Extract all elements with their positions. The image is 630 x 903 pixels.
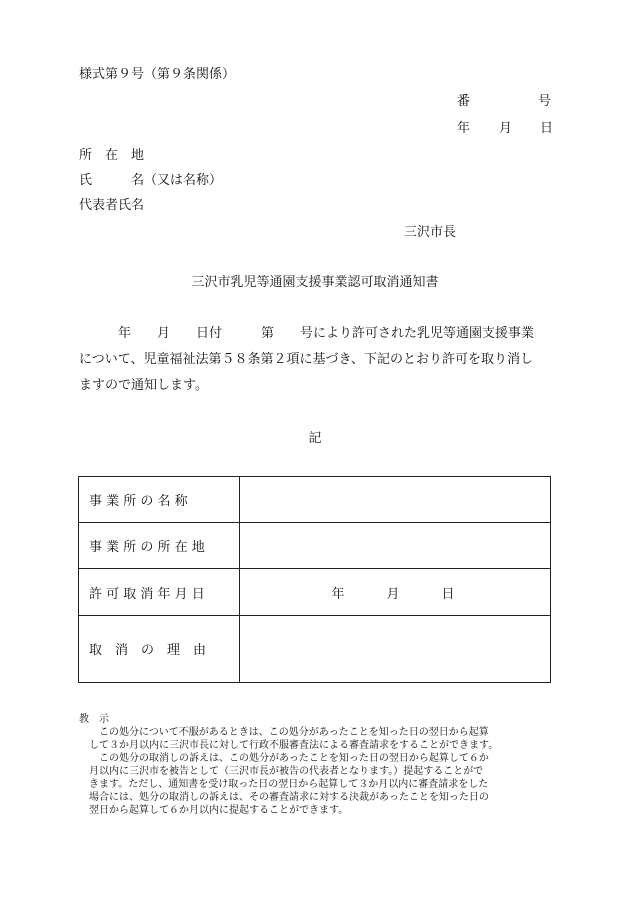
document-title: 三沢市乳児等通園支援事業認可取消通知書 bbox=[191, 275, 439, 290]
representative-label: 代表者氏名 bbox=[79, 198, 145, 213]
name-label: 氏 名（又は名称） bbox=[79, 173, 223, 188]
facility-name-value bbox=[240, 477, 551, 523]
body-line: 年 月 日付 第 号により許可された乳児等通園支援事業 bbox=[79, 326, 535, 341]
date-year-label: 年 bbox=[457, 121, 471, 136]
notice-line: して３か月以内に三沢市長に対して行政不服審査法による審査請求をすることができます。 bbox=[79, 740, 499, 751]
table-date-day: 日 bbox=[441, 586, 455, 602]
notice-line: 翌日から起算して６か月以内に提起することができます。 bbox=[79, 805, 349, 816]
table-date-year: 年 bbox=[331, 586, 345, 602]
notice-line: 月以内に三沢市を被告として（三沢市長が被告の代表者となります。）提起することがで bbox=[79, 766, 484, 777]
table-date-month: 月 bbox=[386, 586, 400, 602]
number-suffix: 号 bbox=[538, 94, 552, 109]
body-line: について、児童福祉法第５８条第２項に基づき、下記のとおり許可を取り消し bbox=[79, 352, 533, 367]
row-label-reason: 取 消 の 理 由 bbox=[79, 615, 240, 682]
body-line: ますので通知します。 bbox=[79, 378, 208, 393]
table-row bbox=[79, 523, 551, 569]
form-id: 様式第９号（第９条関係） bbox=[79, 67, 236, 82]
issuer-name: 三沢市長 bbox=[404, 225, 457, 240]
row-label-facility-address: 事 業 所 の 所 在 地 bbox=[79, 523, 240, 569]
ki-heading: 記 bbox=[308, 431, 322, 446]
number-label: 番 bbox=[457, 94, 471, 109]
notice-line: この処分の取消しの訴えは、この処分があったことを知った日の翌日から起算して６か bbox=[79, 753, 489, 764]
address-label: 所 在 地 bbox=[79, 148, 145, 163]
notice-line: きます。ただし、通知書を受け取った日の翌日から起算して３か月以内に審査請求をした bbox=[79, 779, 489, 790]
date-day-label: 日 bbox=[540, 121, 554, 136]
notice-heading: 教 示 bbox=[79, 714, 109, 725]
table-row bbox=[79, 615, 551, 682]
record-table bbox=[78, 476, 551, 683]
date-month-label: 月 bbox=[499, 121, 513, 136]
row-label-facility-name: 事 業 所 の 名 称 bbox=[79, 477, 240, 523]
reason-value bbox=[240, 615, 551, 682]
notice-line: 場合には、処分の取消しの訴えは、その審査請求に対する決裁があったことを知った日の bbox=[79, 792, 489, 803]
facility-address-value bbox=[240, 523, 551, 569]
table-row bbox=[79, 477, 551, 523]
row-label-revocation-date: 許 可 取 消 年 月 日 bbox=[79, 569, 240, 615]
notice-line: この処分について不服があるときは、この処分があったことを知った日の翌日から起算 bbox=[79, 727, 489, 738]
revocation-date-value bbox=[240, 569, 551, 615]
table-row bbox=[79, 569, 551, 615]
